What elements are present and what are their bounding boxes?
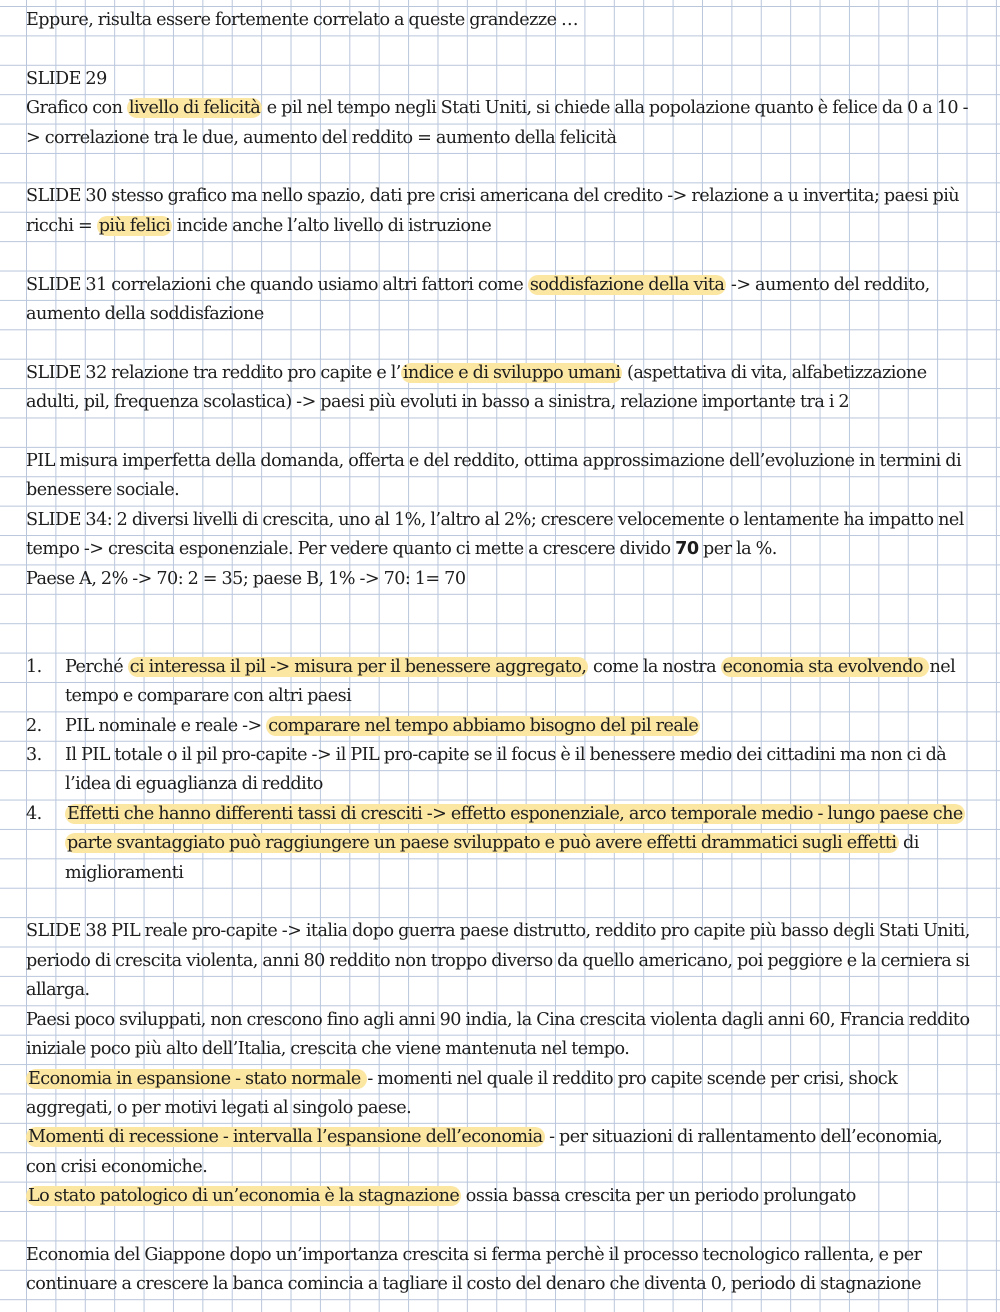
text-span: PIL nominale e reale -> — [65, 715, 267, 736]
stagnazione-paragraph — [26, 1182, 976, 1211]
text-span: incide anche l’alto livello di istruzione — [172, 215, 492, 236]
list-number: 2. — [26, 715, 42, 736]
highlight: Momenti di recessione - intervalla l’espansione dell’economia — [28, 1127, 543, 1148]
highlight: livello di felicità — [128, 98, 261, 119]
pil-paragraph: PIL misura imperfetta della domanda, offerta e del reddito, ottima approssimazione dell’evoluzione in termini di benessere sociale. — [26, 451, 962, 501]
text-span: SLIDE 32 relazione tra reddito pro capite e l’ — [26, 362, 401, 383]
highlight: economia sta evolvendo — [722, 656, 928, 677]
text-span: per la %. — [698, 539, 777, 560]
slide-30-text — [26, 182, 976, 241]
blank-line — [26, 329, 976, 358]
blank-line — [26, 594, 976, 623]
text-span: SLIDE 31 correlazioni che quando usiamo altri fattori come — [26, 274, 528, 295]
text-span: SLIDE 30 stesso grafico ma nello spazio, dati pre crisi americana del credito -> relazione a u invertita; paesi più ricchi = — [26, 186, 960, 236]
highlight: Lo stato patologico di un’economia è la stagnazione — [28, 1186, 460, 1207]
slide-34-text — [26, 506, 976, 565]
text-span: SLIDE 34: 2 diversi livelli di crescita, uno al 1%, l’altro al 2%; crescere velocemente o lentamente ha impatto nel tempo -> crescita esponenziale. Per vedere quanto ci mette a crescere divido — [26, 509, 964, 560]
list-number: 3. — [26, 745, 42, 766]
list-item — [26, 653, 976, 712]
list-item — [26, 800, 976, 888]
text-span: (aspettativa di vita, alfabetizzazione adulti, pil, frequenza scolastica) -> paesi più evoluti in basso a sinistra, relazione importante tra i 2 — [26, 362, 927, 413]
numbered-list — [26, 653, 976, 888]
blank-line — [26, 35, 976, 64]
text-span: e pil nel tempo negli Stati Uniti, si chiede alla popolazione quanto è felice da 0 a 10 -> correlazione tra le due, aumento del reddito = aumento della felicità — [26, 98, 968, 148]
text-span: come la nostra — [588, 656, 721, 677]
list-item — [26, 712, 976, 741]
text-span: nel tempo e comparare con altri paesi — [65, 656, 956, 707]
highlight: ci interessa il pil -> misura per il benessere aggregato, — [129, 656, 587, 677]
list-number: 4. — [26, 803, 42, 824]
paese-calculation: Paese A, 2% -> 70: 2 = 35; paese B, 1% -> 70: 1= 70 — [26, 568, 466, 589]
paesi-paragraph: Paesi poco sviluppati, non crescono fino agli anni 90 india, la Cina crescita violenta dagli anni 60, Francia reddito iniziale poco più alto dell’Italia, crescita che viene mantenuta nel tempo. — [26, 1009, 970, 1060]
text-span: - momenti nel quale il reddito pro capite scende per crisi, shock aggregati, o per motivi legati al singolo paese. — [26, 1068, 898, 1118]
bold-number: 70 — [675, 539, 699, 560]
blank-line — [26, 418, 976, 447]
slide-38-text: SLIDE 38 PIL reale pro-capite -> italia dopo guerra paese distrutto, reddito pro capite più basso degli Stati Uniti, periodo di crescita violenta, anni 80 reddito non troppo diverso da quello americano, poi peggiore e la cerniera si allarga. — [26, 921, 970, 1001]
recessione-paragraph — [26, 1123, 976, 1182]
highlight: Economia in espansione - stato normale — [28, 1068, 366, 1089]
list-item — [26, 741, 976, 800]
list-number: 1. — [26, 656, 42, 677]
text-span: di miglioramenti — [65, 833, 919, 883]
slide-32-text — [26, 359, 976, 418]
text-span: - per situazioni di rallentamento dell’economia, con crisi economiche. — [26, 1127, 943, 1177]
slide-29-title: SLIDE 29 — [26, 68, 107, 89]
highlight: Effetti che hanno differenti tassi di cresciti -> effetto esponenziale, arco temporale medio - lungo paese che parte svantaggiato può raggiungere un paese sviluppato e può avere effetti drammatici sugli effetti — [67, 803, 963, 854]
text-span: Grafico con — [26, 98, 127, 119]
blank-line — [26, 241, 976, 270]
intro-line: Eppure, risulta essere fortemente correlato a queste grandezze … — [26, 10, 579, 30]
espansione-paragraph — [26, 1065, 976, 1124]
highlight: comparare nel tempo abbiamo bisogno del pil reale — [268, 715, 699, 736]
text-span: ossia bassa crescita per un periodo prolungato — [461, 1186, 856, 1207]
slide-29-text — [26, 94, 976, 153]
text-span: Perché — [65, 656, 128, 677]
notes-page — [26, 6, 976, 1300]
text-span: Il PIL totale o il pil pro-capite -> il PIL pro-capite se il focus è il benessere medio dei cittadini ma non ci dà l’idea di eguaglianza di reddito — [65, 745, 947, 795]
blank-line — [26, 153, 976, 182]
highlight: più felici — [98, 215, 171, 236]
blank-line — [26, 1212, 976, 1241]
highlight: indice e di sviluppo umani — [402, 362, 621, 383]
blank-line — [26, 623, 976, 652]
text-span: -> aumento del reddito, aumento della soddisfazione — [26, 274, 930, 325]
giappone-paragraph: Economia del Giappone dopo un’importanza crescita si ferma perchè il processo tecnologico rallenta, e per continuare a crescere la banca comincia a tagliare il costo del denaro che diventa 0, periodo di stagnazione — [26, 1244, 922, 1295]
slide-31-text — [26, 271, 976, 330]
highlight: soddisfazione della vita — [529, 274, 725, 295]
blank-line — [26, 888, 976, 917]
